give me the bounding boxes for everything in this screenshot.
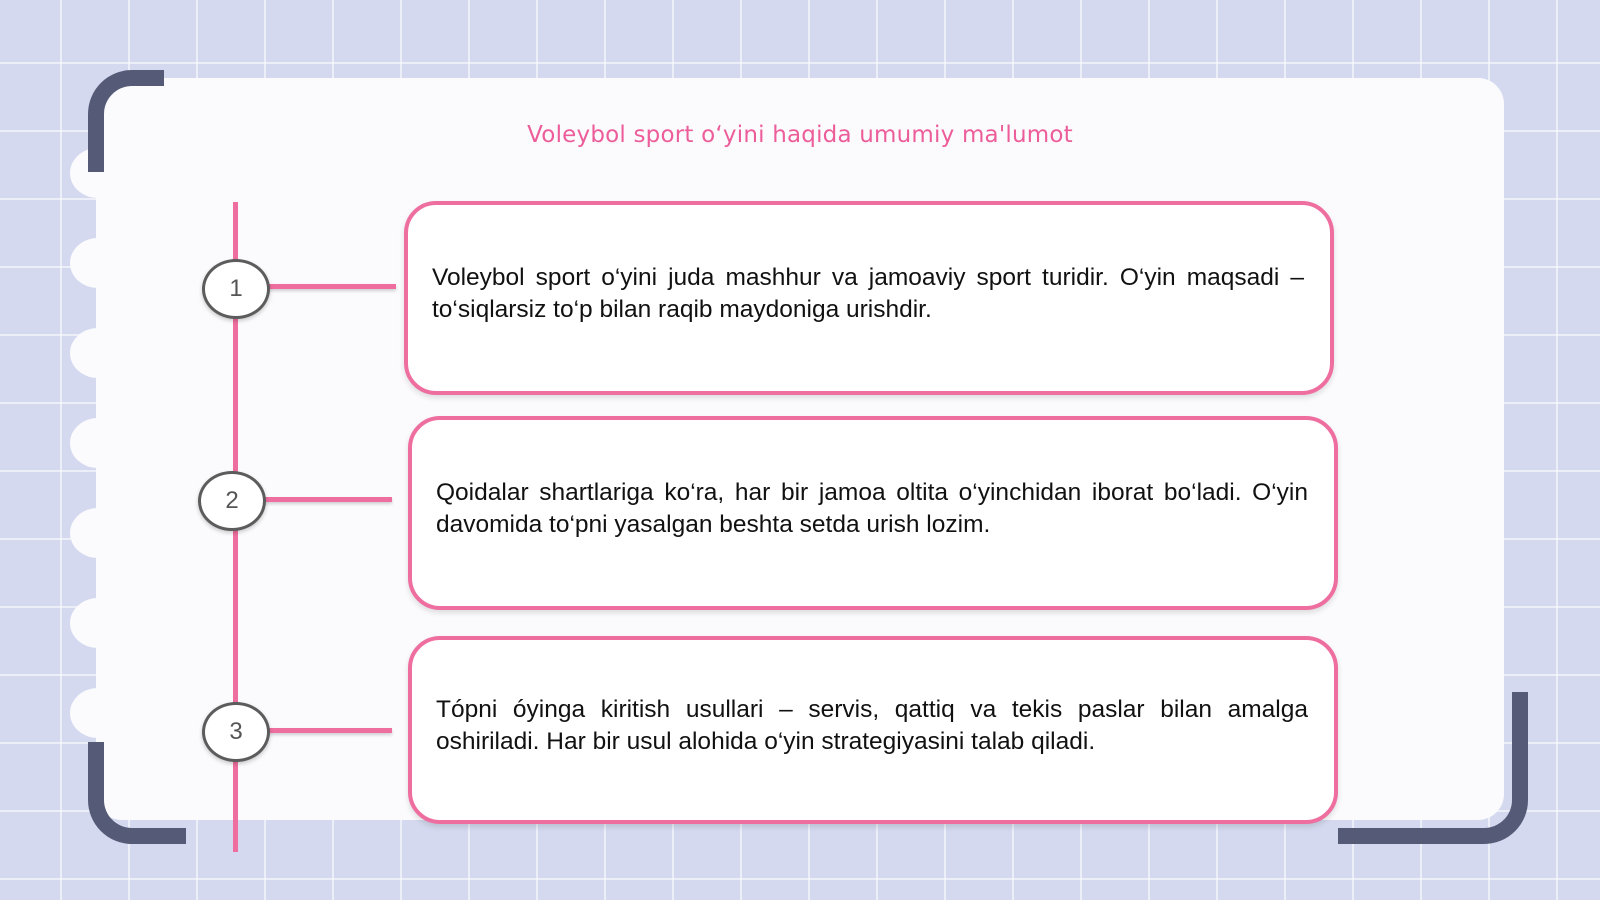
slide-title: Voleybol sport o‘yini haqida umumiy ma'lumot: [527, 122, 1073, 148]
step-number-3: 3: [202, 702, 270, 762]
notebook-scallop: [70, 508, 126, 558]
notebook-scallop: [70, 328, 126, 378]
notebook-scallop: [70, 598, 126, 648]
notebook-scallop: [70, 238, 126, 288]
notebook-scallop: [70, 688, 126, 738]
corner-bracket-bottom-left: [88, 742, 186, 844]
corner-bracket-bottom-right: [1338, 692, 1528, 844]
timeline-connector-3: [266, 728, 392, 733]
timeline-connector-2: [262, 497, 392, 502]
info-card-text: Qoidalar shartlariga ko‘ra, har bir jamoa oltita o‘yinchidan iborat bo‘ladi. O‘yin davomida to‘pni yasalgan beshta setda urish lozim.: [436, 479, 1308, 538]
info-card-3: [408, 636, 1338, 824]
info-card-text: Tópni óyinga kiritish usullari – servis, qattiq va tekis paslar bilan amalga oshiriladi. Har bir usul alohida o‘yin strategiyasini talab qiladi.: [436, 696, 1308, 755]
notebook-scallop: [70, 418, 126, 468]
info-card-2: [408, 416, 1338, 610]
info-card-1: [404, 201, 1334, 395]
step-number-2: 2: [198, 471, 266, 531]
step-number-1: 1: [202, 259, 270, 319]
corner-bracket-top-left: [88, 70, 164, 172]
timeline-connector-1: [266, 284, 396, 289]
info-card-text: Voleybol sport o‘yini juda mashhur va jamoaviy sport turidir. O‘yin maqsadi – to‘siqlarsiz to‘p bilan raqib maydoniga urishdir.: [432, 264, 1304, 323]
